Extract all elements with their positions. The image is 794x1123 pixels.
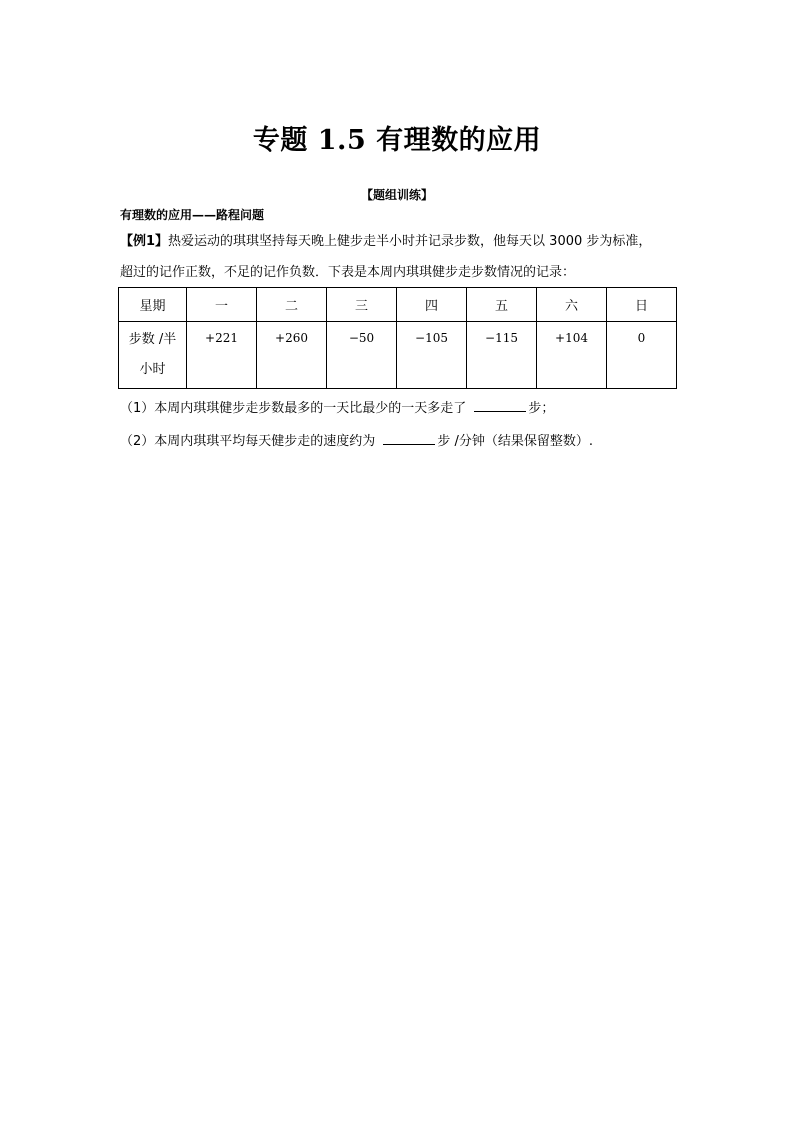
example-line-1: 热爱运动的琪琪坚持每天晚上健步走半小时并记录步数，他每天以 3000 步为标准， <box>168 234 652 249</box>
table-header-row <box>119 288 677 322</box>
value-cell: +221 <box>187 322 257 389</box>
header-label-cell: 星期 <box>119 288 187 322</box>
value-cell: −105 <box>397 322 467 389</box>
day-cell: 五 <box>467 288 537 322</box>
topic-heading: 有理数的应用——路程问题 <box>120 208 265 222</box>
row-label-cell <box>119 322 187 389</box>
answer-blank-1 <box>474 399 526 412</box>
steps-table <box>118 287 677 389</box>
value-cell: 0 <box>607 322 677 389</box>
example-line-2: 超过的记作正数，不足的记作负数．下表是本周内琪琪健步走步数情况的记录： <box>120 265 576 280</box>
page-title: 专题 1.5 有理数的应用 <box>252 125 542 156</box>
day-cell: 二 <box>257 288 327 322</box>
question-2 <box>120 430 593 449</box>
question-1-suffix: 步； <box>528 401 555 416</box>
value-cell: −115 <box>467 322 537 389</box>
day-cell: 三 <box>327 288 397 322</box>
question-2-suffix: 步 /分钟（结果保留整数）. <box>437 434 594 449</box>
example-paragraph <box>120 226 680 288</box>
day-cell: 六 <box>537 288 607 322</box>
question-1 <box>120 397 554 416</box>
day-cell: 日 <box>607 288 677 322</box>
row-label-line-2: 小时 <box>139 362 166 377</box>
example-tag: 【例1】 <box>120 234 169 249</box>
answer-blank-2 <box>383 432 435 445</box>
day-cell: 四 <box>397 288 467 322</box>
section-heading: 【题组训练】 <box>360 188 433 202</box>
table-values-row <box>119 322 677 389</box>
question-1-prefix: （1）本周内琪琪健步走步数最多的一天比最少的一天多走了 <box>120 401 471 416</box>
value-cell: +260 <box>257 322 327 389</box>
question-2-prefix: （2）本周内琪琪平均每天健步走的速度约为 <box>120 434 380 449</box>
value-cell: +104 <box>537 322 607 389</box>
day-cell: 一 <box>187 288 257 322</box>
row-label-line-1: 步数 /半 <box>128 332 177 347</box>
value-cell: −50 <box>327 322 397 389</box>
